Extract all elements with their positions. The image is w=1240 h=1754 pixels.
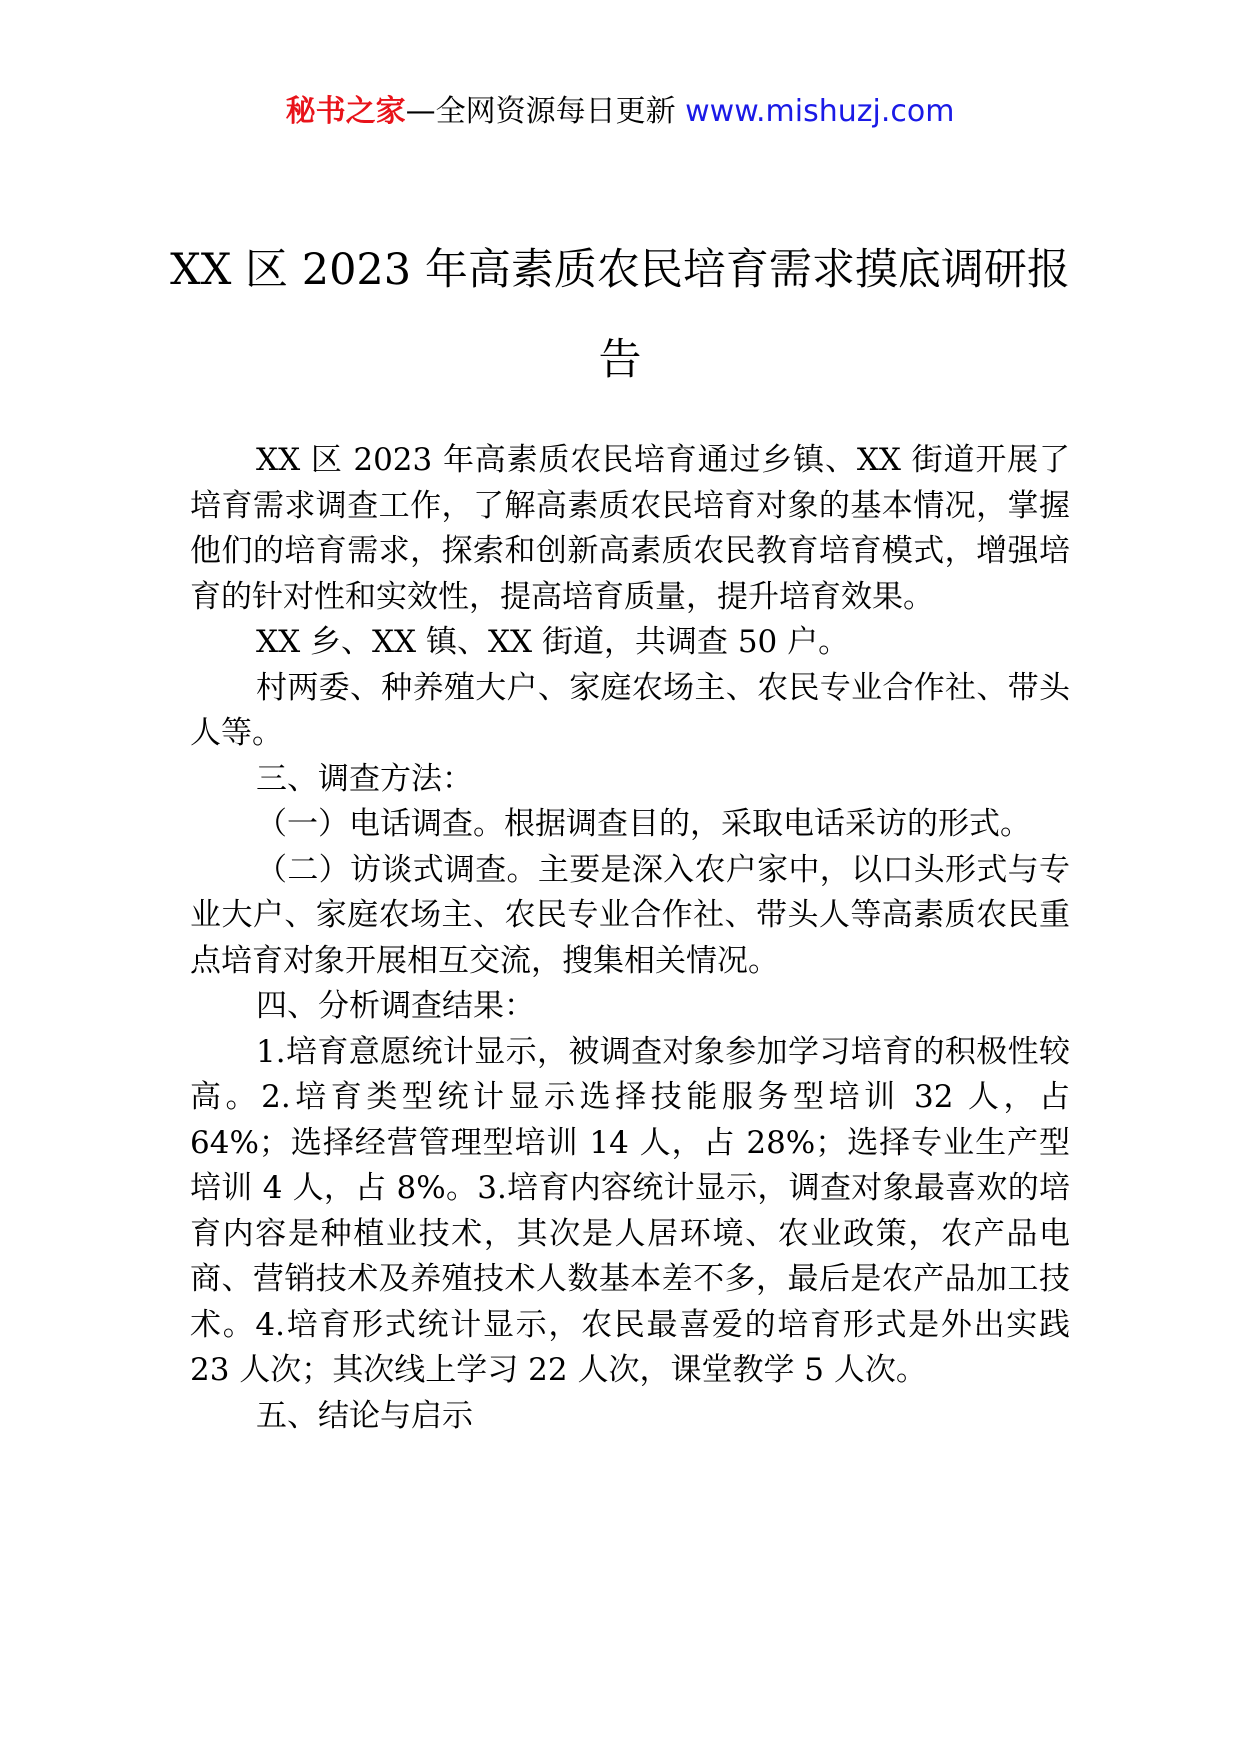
site-header <box>0 92 1240 132</box>
paragraph-scope: XX 乡、XX 镇、XX 街道，共调查 50 户。 <box>256 624 850 660</box>
paragraph-method-interview: （二）访谈式调查。主要是深入农户家中，以口头形式与专业大户、家庭农场主、农民专业合作社、带头人等高素质农民重点培育对象开展相互交流，搜集相关情况。 <box>190 851 1070 979</box>
paragraph-results: 1.培育意愿统计显示，被调查对象参加学习培育的积极性较高。2.培育类型统计显示选择技能服务型培训 32 人，占 64%；选择经营管理型培训 14 人，占 28%；选择专业生产型培训 4 人，占 8%。3.培育内容统计显示，调查对象最喜欢的培育内容是种植业技术，其次是人居环境、农业政策，农产品电商、营销技术及养殖技术人数基本差不多，最后是农产品加工技术。4.培育形式统计显示，农民最喜爱的培育形式是外出实践 23 人次；其次线上学习 22 人次，课堂教学 5 人次。 <box>190 1033 1070 1388</box>
document-title: XX 区 2023 年高素质农民培育需求摸底调研报告 <box>170 245 1070 385</box>
section-heading-methods: 三、调查方法： <box>256 760 473 797</box>
section-heading-conclusion: 五、结论与启示 <box>256 1397 473 1434</box>
site-brand: 秘书之家 <box>285 94 406 129</box>
paragraph-subjects: 村两委、种养殖大户、家庭农场主、农民专业合作社、带头人等。 <box>190 669 1070 751</box>
paragraph-intro: XX 区 2023 年高素质农民培育通过乡镇、XX 街道开展了培育需求调查工作，了解高素质农民培育对象的基本情况，掌握他们的培育需求，探索和创新高素质农民教育培育模式，增强培育的针对性和实效性，提高培育质量，提升培育效果。 <box>190 442 1070 615</box>
paragraph-method-phone: （一）电话调查。根据调查目的，采取电话采访的形式。 <box>256 806 1031 842</box>
site-slogan: —全网资源每日更新 <box>405 94 676 129</box>
document-body <box>190 438 1070 1439</box>
section-heading-results: 四、分析调查结果： <box>256 988 535 1024</box>
site-url-link[interactable]: www.mishuzj.com <box>685 94 955 129</box>
